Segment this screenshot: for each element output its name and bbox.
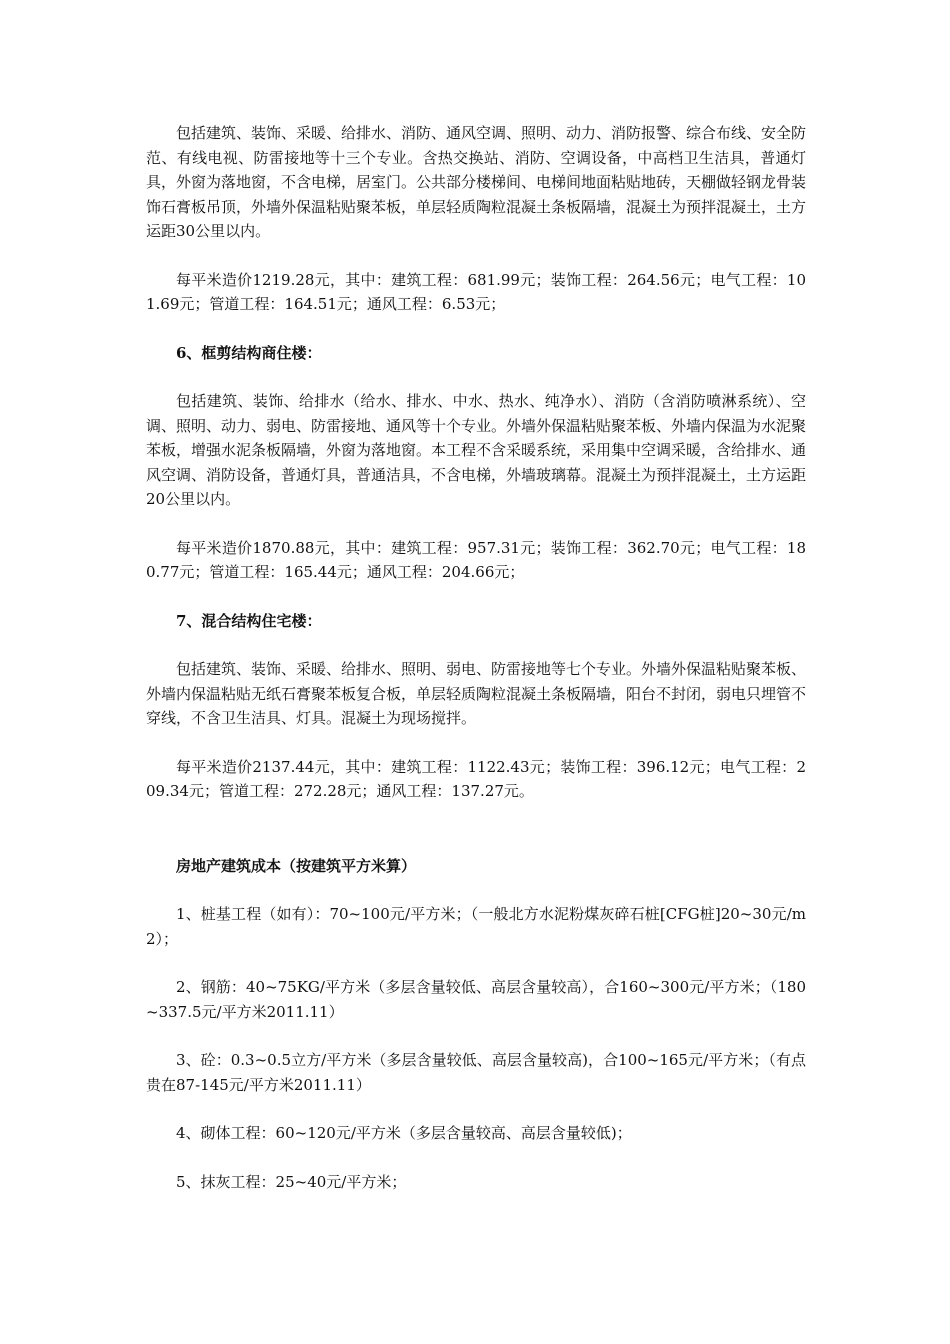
cost-item-concrete: 3、砼：0.3~0.5立方/平方米（多层含量较低、高层含量较高)，合100~165元/平方米；（有点贵在87-145元/平方米2011.11）: [146, 1051, 806, 1094]
paragraph-scope-residential: 包括建筑、装饰、采暖、给排水、消防、通风空调、照明、动力、消防报警、综合布线、安全防范、有线电视、防雷接地等十三个专业。含热交换站、消防、空调设备，中高档卫生洁具，普通灯具，外窗为落地窗，不含电梯，居室门。公共部分楼梯间、电梯间地面粘贴地砖，天棚做轻钢龙骨装饰石膏板吊顶，外墙外保温粘贴聚苯板，单层轻质陶粒混凝土条板隔墙，混凝土为预拌混凝土，土方运距30公里以内。: [146, 124, 807, 240]
paragraph-scope-mixed: 包括建筑、装饰、采暖、给排水、照明、弱电、防雷接地等七个专业。外墙外保温粘贴聚苯板、外墙内保温粘贴无纸石膏聚苯板复合板，单层轻质陶粒混凝土条板隔墙，阳台不封闭，弱电只埋管不穿线，不含卫生洁具、灯具。混凝土为现场搅拌。: [146, 660, 807, 727]
cost-item-pile-foundation: 1、桩基工程（如有）：70~100元/平方米；（一般北方水泥粉煤灰碎石桩[CFG桩]20~30元/m2）；: [146, 905, 806, 948]
paragraph-cost-mixed: 每平米造价2137.44元，其中：建筑工程：1122.43元；装饰工程：396.12元；电气工程：209.34元；管道工程：272.28元；通风工程：137.27元。: [146, 757, 806, 800]
cost-item-rebar: 2、钢筋：40~75KG/平方米（多层含量较低、高层含量较高），合160~300元/平方米；（180~337.5元/平方米2011.11）: [146, 978, 806, 1021]
heading-mixed-structure-building: 7、混合结构住宅楼：: [176, 611, 322, 630]
paragraph-scope-frame-shear: 包括建筑、装饰、给排水（给水、排水、中水、热水、纯净水）、消防（含消防喷淋系统）、空调、照明、动力、弱电、防雷接地、通风等十个专业。外墙外保温粘贴聚苯板、外墙内保温为水泥聚苯板，增强水泥条板隔墙，外窗为落地窗。本工程不含采暖系统，采用集中空调采暖，含给排水、通风空调、消防设备，普通灯具，普通洁具，不含电梯，外墙玻璃幕。混凝土为预拌混凝土，土方运距20公里以内。: [146, 392, 807, 508]
cost-item-masonry: 4、砌体工程：60~120元/平方米（多层含量较高、高层含量较低)；: [176, 1124, 632, 1142]
paragraph-cost-frame-shear: 每平米造价1870.88元，其中：建筑工程：957.31元；装饰工程：362.70元；电气工程：180.77元；管道工程：165.44元；通风工程：204.66元；: [146, 538, 806, 581]
paragraph-cost-residential: 每平米造价1219.28元，其中：建筑工程：681.99元；装饰工程：264.56元；电气工程：101.69元；管道工程：164.51元；通风工程：6.53元；: [146, 270, 806, 313]
document-page: [146, 121, 806, 1194]
heading-construction-cost: 房地产建筑成本（按建筑平方米算）: [176, 856, 417, 875]
heading-frame-shear-building: 6、框剪结构商住楼：: [176, 343, 322, 362]
cost-item-plastering: 5、抹灰工程：25~40元/平方米；: [176, 1172, 407, 1191]
